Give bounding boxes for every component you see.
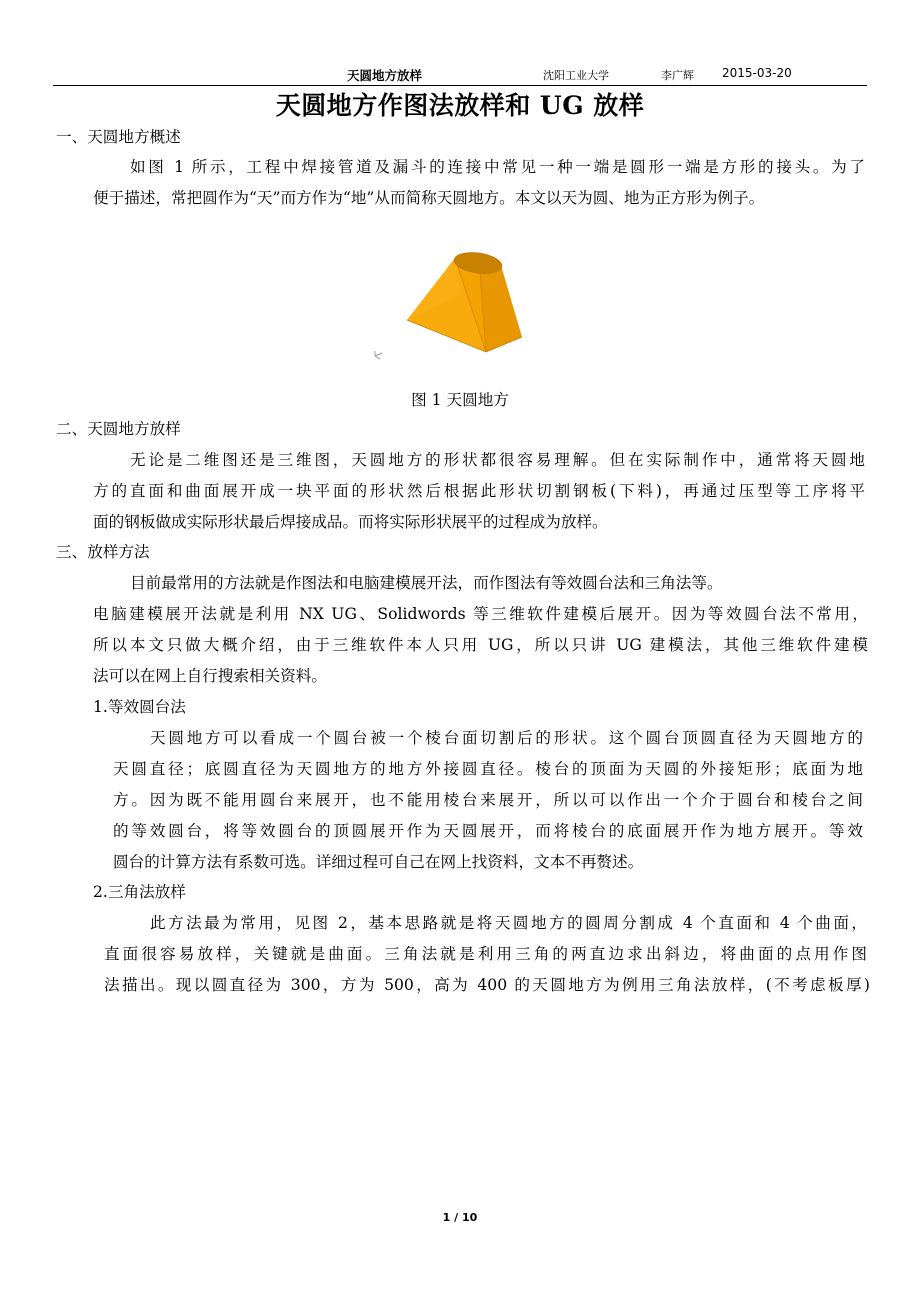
header-org: 沈阳工业大学 <box>543 69 609 82</box>
document-title: 天圆地方作图法放样和 UG 放样 <box>275 91 645 120</box>
section-heading: 一、天圆地方概述 <box>56 128 181 146</box>
paragraph-line: 电脑建模展开法就是利用 NX UG、Solidwords 等三维软件建模后展开。因为等效圆台法不常用， <box>93 605 868 623</box>
paragraph-line: 无论是二维图还是三维图，天圆地方的形状都很容易理解。但在实际制作中，通常将天圆地 <box>130 451 865 469</box>
paragraph-line: 如图 1 所示，工程中焊接管道及漏斗的连接中常见一种一端是圆形一端是方形的接头。为了 <box>130 158 865 176</box>
paragraph-line: 所以本文只做大概介绍，由于三维软件本人只用 UG，所以只讲 UG 建模法，其他三维软件建模 <box>93 636 868 654</box>
header-date: 2015-03-20 <box>722 66 792 80</box>
paragraph-line: 法描出。现以圆直径为 300，方为 500，高为 400 的天圆地方为例用三角法放样，(不考虑板厚) <box>104 976 870 994</box>
paragraph-line: 天圆地方可以看成一个圆台被一个棱台面切割后的形状。这个圆台顶圆直径为天圆地方的 <box>150 729 863 747</box>
paragraph-line: 方。因为既不能用圆台来展开，也不能用棱台来展开，所以可以作出一个介于圆台和棱台之间 <box>113 791 863 809</box>
paragraph-line: 便于描述，常把圆作为“天”而方作为“地”从而简称天圆地方。本文以天为圆、地为正方形为例子。 <box>93 189 765 207</box>
paragraph-line: 直面很容易放样，关键就是曲面。三角法就是利用三角的两直边求出斜边，将曲面的点用作图 <box>104 945 867 963</box>
paragraph-line: 方的直面和曲面展开成一块平面的形状然后根据此形状切割钢板(下料)，再通过压型等工序将平 <box>93 482 865 500</box>
header-author: 李广辉 <box>661 69 694 82</box>
section-heading: 二、天圆地方放样 <box>56 420 181 438</box>
figure-1-tianyuandifang-model <box>360 240 550 370</box>
paragraph-line: 圆台的计算方法有系数可选。详细过程可自己在网上找资料，文本不再赘述。 <box>113 853 644 871</box>
paragraph-line: 的等效圆台，将等效圆台的顶圆展开作为天圆展开，而将棱台的底面展开作为地方展开。等效 <box>113 822 863 840</box>
figure-1-caption: 图 1 天圆地方 <box>411 391 509 409</box>
page-number: 1 / 10 <box>442 1211 478 1224</box>
subsection-heading: 2.三角法放样 <box>93 883 186 901</box>
paragraph-line: 天圆直径；底圆直径为天圆地方的地方外接圆直径。棱台的顶面为天圆的外接矩形；底面为地 <box>113 760 863 778</box>
paragraph-line: 面的钢板做成实际形状最后焊接成品。而将实际形状展平的过程成为放样。 <box>93 513 608 531</box>
paragraph-line: 此方法最为常用，见图 2，基本思路就是将天圆地方的圆周分割成 4 个直面和 4 个曲面， <box>150 914 867 932</box>
paragraph-line: 法可以在网上自行搜索相关资料。 <box>93 667 327 685</box>
section-heading: 三、放样方法 <box>56 543 150 561</box>
subsection-heading: 1.等效圆台法 <box>93 698 186 716</box>
axis-triad-icon <box>375 351 382 359</box>
figure-face-right <box>480 262 522 352</box>
header-title: 天圆地方放样 <box>347 68 423 83</box>
paragraph-line: 目前最常用的方法就是作图法和电脑建模展开法，而作图法有等效圆台法和三角法等。 <box>130 574 723 592</box>
